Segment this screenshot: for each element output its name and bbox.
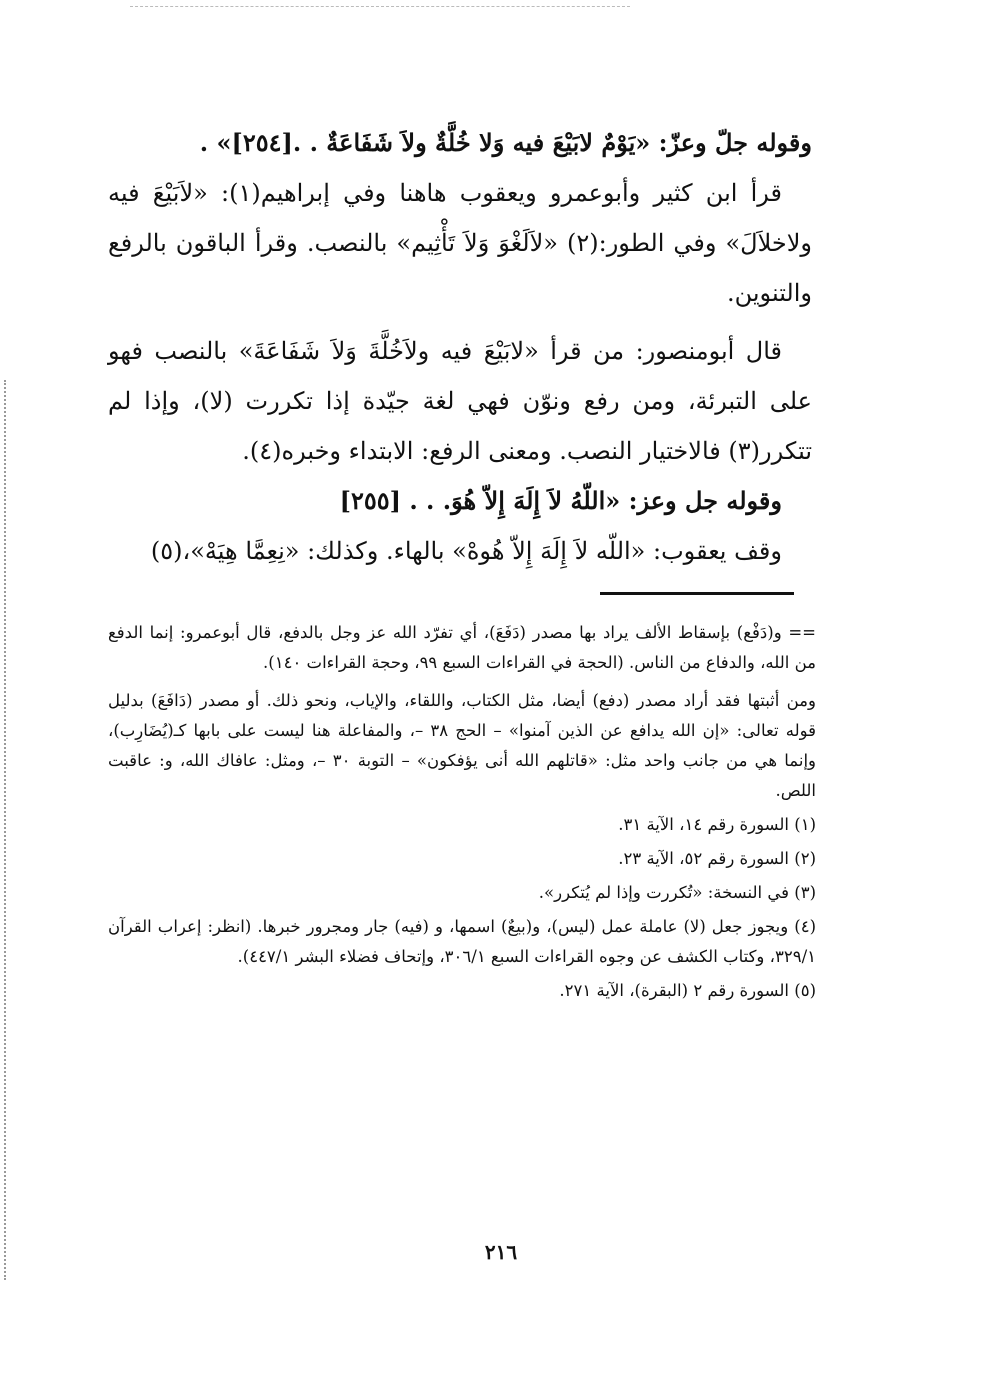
commentary-paragraph: قال أبومنصور: من قرأ «لابَيْعَ فيه ولاَخُلَّةَ وَلاَ شَفَاعَةَ» بالنصب فهو على التبرئة، ومن رفع ونوّن فهي لغة جيّدة إذا تكررت (لا)، وإذا لم تتكرر(٣) فالاختيار النصب. ومعنى الرفع: الابتداء وخبره(٤).	[108, 337, 812, 465]
pause-reading-line: وقف يعقوب: «اللّه لاَ إِلَهَ إِلاّ هُوهْ» بالهاء. وكذلك: «نِعِمَّا هِيَهْ»،(٥)	[150, 537, 782, 565]
verse-254-line: وقوله جلّ وعزّ: «يَوْمٌ لابَيْعَ فيه وَلا خُلَّةٌ ولاَ شَفَاعَةٌ . .[٢٥٤]» .	[199, 128, 812, 157]
footnote-4: (٤) ويجوز جعل (لا) عاملة عمل (ليس)، و(بيعٌ) اسمها، و (فيه) جار ومجرور خبرها. (انظر: إعراب القرآن ٣٢٩/١، وكتاب الكشف عن وجوه القراءات السبع ٣٠٦/١، وإتحاف فضلاء البشر ٤٤٧/١).	[108, 917, 816, 966]
footnote-paragraph: ومن أثبتها فقد أراد مصدر (دفع) أيضا، مثل الكتاب، واللقاء، والإياب، ونحو ذلك. أو مصدر (دَافَعَ) بدليل قوله تعالى: «إن الله يدافع عن الذين آمنوا» – الحج ٣٨ –، والمفاعلة هنا ليست على بابها كـ(يُضَارِب)، وإنما هي من جانب واحد مثل: «قاتلهم الله أنى يؤفكون» – التوبة ٣٠ –، ومثل: عافاك الله، و: عاقبت اللص.	[108, 691, 817, 800]
main-text	[108, 118, 812, 576]
footnote-2: (٢) السورة رقم ٥٢، الآية ٢٣.	[618, 849, 816, 868]
reading-paragraph: قرأ ابن كثير وأبوعمرو ويعقوب هاهنا وفي إبراهيم(١): «لاَبَيْعَ فيه ولاخلاَلَ» وفي الطور:(٢) «لاَلَغْوَ وَلاَ تَأْثِيم» بالنصب. وقرأ الباقون بالرفع والتنوين.	[108, 179, 813, 307]
page-edge-left	[4, 380, 6, 1280]
footnote-1: (١) السورة رقم ١٤، الآية ٣١.	[618, 815, 816, 834]
footnote-3: (٣) في النسخة: «تُكررت وإذا لم يُتكرر».	[538, 883, 816, 902]
footnote-continuation: == و(دَفْع) بإسقاط الألف يراد بها مصدر (دَفَعَ)، أي تفرّد الله عز وجل بالدفع، قال أبوعمرو: إنما الدفع من الله، والدفاع من الناس. (الحجة في القراءات السبع ٩٩، وحجة القراءات ١٤٠).	[108, 623, 816, 672]
footnote-divider	[600, 592, 794, 595]
page-edge-top	[130, 6, 630, 7]
verse-255-line: وقوله جل وعز: «اللّهُ لاَ إِلَهَ إِلاّ هُوَ. . . [٢٥٥]	[339, 486, 782, 515]
footnote-5: (٥) السورة رقم ٢ (البقرة)، الآية ٢٧١.	[559, 981, 816, 1000]
page-number: ٢١٦	[484, 1240, 518, 1264]
footnotes	[108, 618, 816, 1006]
